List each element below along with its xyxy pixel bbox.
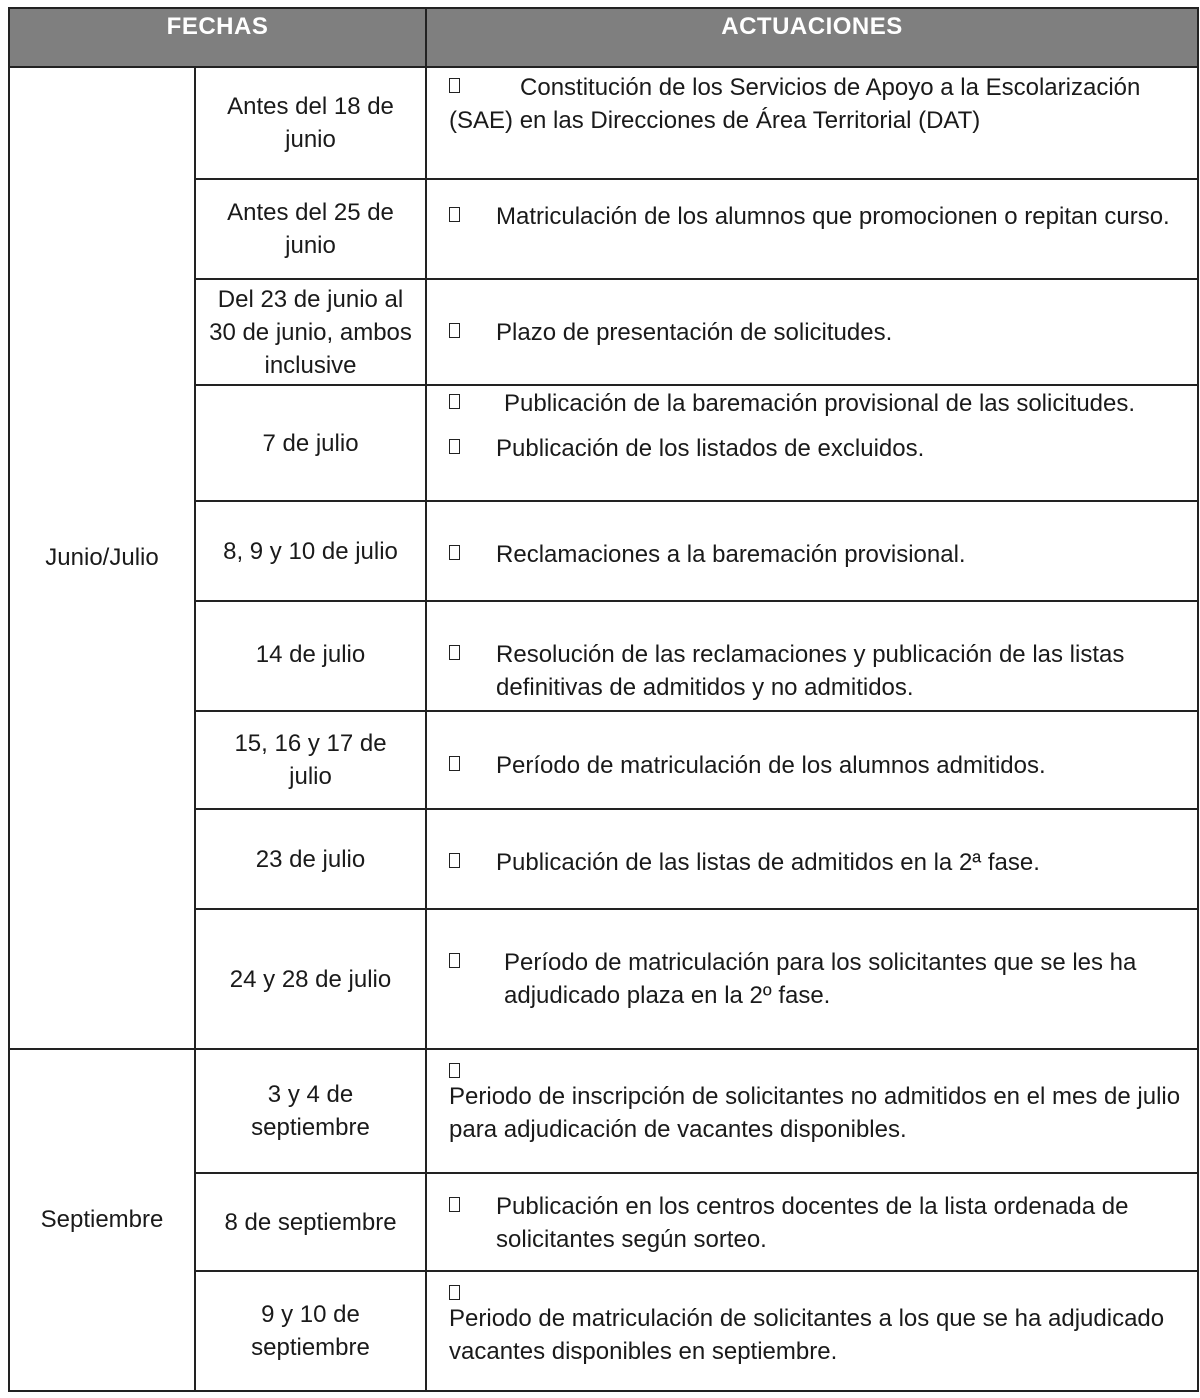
checkbox-icon	[449, 1285, 460, 1300]
action-text: Publicación de los listados de excluidos.	[496, 435, 925, 462]
date-text: 24 y 28 de julio	[229, 965, 392, 993]
calendar-table	[8, 7, 1199, 1392]
checkbox-icon	[449, 207, 460, 222]
action-text: Periodo de matriculación de solicitantes a los que se ha adjudicado vacantes disponibles en septiembre.	[449, 1305, 1165, 1365]
action-text: Publicación de la baremación provisional de las solicitudes.	[504, 390, 1136, 417]
checkbox-icon	[449, 439, 460, 454]
actions-cell	[426, 501, 1198, 601]
actions-cell	[426, 711, 1198, 809]
date-cell	[195, 279, 426, 385]
actions-cell	[426, 809, 1198, 909]
action-item	[449, 200, 1187, 233]
action-text: Resolución de las reclamaciones y publicación de las listas definitivas de admitidos y no admitidos.	[496, 641, 1125, 701]
actions-cell	[426, 279, 1198, 385]
date-text: 14 de julio	[255, 641, 366, 668]
period-junio-julio: Junio/Julio	[9, 67, 195, 1049]
action-item	[449, 71, 1187, 137]
checkbox-icon	[449, 853, 460, 868]
header-actuaciones: ACTUACIONES	[426, 8, 1198, 67]
date-cell	[195, 179, 426, 279]
action-item	[449, 846, 1187, 879]
action-text: Publicación en los centros docentes de la lista ordenada de solicitantes según sorteo.	[496, 1193, 1129, 1253]
actions-cell	[426, 1049, 1198, 1173]
header-fechas: FECHAS	[9, 8, 426, 67]
action-item	[449, 1190, 1187, 1256]
date-cell	[195, 385, 426, 501]
action-text: Constitución de los Servicios de Apoyo a la Escolarización (SAE) en las Direcciones de Área Territorial (DAT)	[449, 74, 1141, 134]
checkbox-icon	[449, 78, 460, 93]
date-text: 23 de julio	[255, 845, 366, 873]
checkbox-icon	[449, 323, 460, 338]
action-item	[449, 387, 1187, 420]
date-cell	[195, 67, 426, 179]
action-item	[449, 316, 1187, 349]
date-cell	[195, 1173, 426, 1271]
date-cell	[195, 809, 426, 909]
action-text: Periodo de inscripción de solicitantes no admitidos en el mes de julio para adjudicación de vacantes disponibles.	[449, 1083, 1181, 1143]
action-text: Publicación de las listas de admitidos en la 2ª fase.	[496, 849, 1040, 876]
action-item	[449, 638, 1187, 704]
actions-cell	[426, 385, 1198, 501]
actions-cell	[426, 601, 1198, 711]
action-text: Reclamaciones a la baremación provisional.	[496, 541, 966, 568]
date-text: Del 23 de junio al 30 de junio, ambos inclusive	[209, 285, 412, 379]
date-cell	[195, 1049, 426, 1173]
action-text: Matriculación de los alumnos que promocionen o repitan curso.	[496, 203, 1170, 230]
date-text: 8 de septiembre	[224, 1208, 397, 1236]
checkbox-icon	[449, 1197, 460, 1212]
table-row	[9, 1049, 1198, 1173]
checkbox-icon	[449, 545, 460, 560]
checkbox-icon	[449, 756, 460, 771]
actions-cell	[426, 67, 1198, 179]
date-cell	[195, 909, 426, 1049]
header-row	[9, 8, 1198, 67]
action-item	[449, 749, 1187, 782]
date-text: 8, 9 y 10 de julio	[223, 537, 398, 565]
checkbox-icon	[449, 645, 460, 660]
checkbox-icon	[449, 1063, 460, 1078]
date-text: 15, 16 y 17 de julio	[234, 730, 387, 790]
action-text: Plazo de presentación de solicitudes.	[496, 318, 893, 346]
table-row	[9, 67, 1198, 179]
date-cell	[195, 501, 426, 601]
date-cell	[195, 601, 426, 711]
checkbox-icon	[449, 394, 460, 409]
date-text: 3 y 4 de septiembre	[251, 1081, 370, 1141]
period-septiembre: Septiembre	[9, 1049, 195, 1391]
date-cell	[195, 1271, 426, 1391]
action-item	[449, 1063, 1187, 1146]
action-text: Período de matriculación de los alumnos admitidos.	[496, 752, 1046, 779]
date-text: 7 de julio	[262, 429, 359, 457]
checkbox-icon	[449, 953, 460, 968]
date-text: 9 y 10 de septiembre	[251, 1301, 370, 1361]
action-item	[449, 432, 1187, 465]
date-text: Antes del 18 de junio	[227, 93, 394, 153]
date-text: Antes del 25 de junio	[227, 199, 394, 259]
actions-cell	[426, 909, 1198, 1049]
action-text: Período de matriculación para los solicitantes que se les ha adjudicado plaza en la 2º fase.	[504, 949, 1137, 1009]
action-item	[449, 538, 1187, 571]
action-item	[449, 946, 1187, 1012]
date-cell	[195, 711, 426, 809]
actions-cell	[426, 1271, 1198, 1391]
actions-cell	[426, 1173, 1198, 1271]
actions-cell	[426, 179, 1198, 279]
action-item	[449, 1285, 1187, 1368]
